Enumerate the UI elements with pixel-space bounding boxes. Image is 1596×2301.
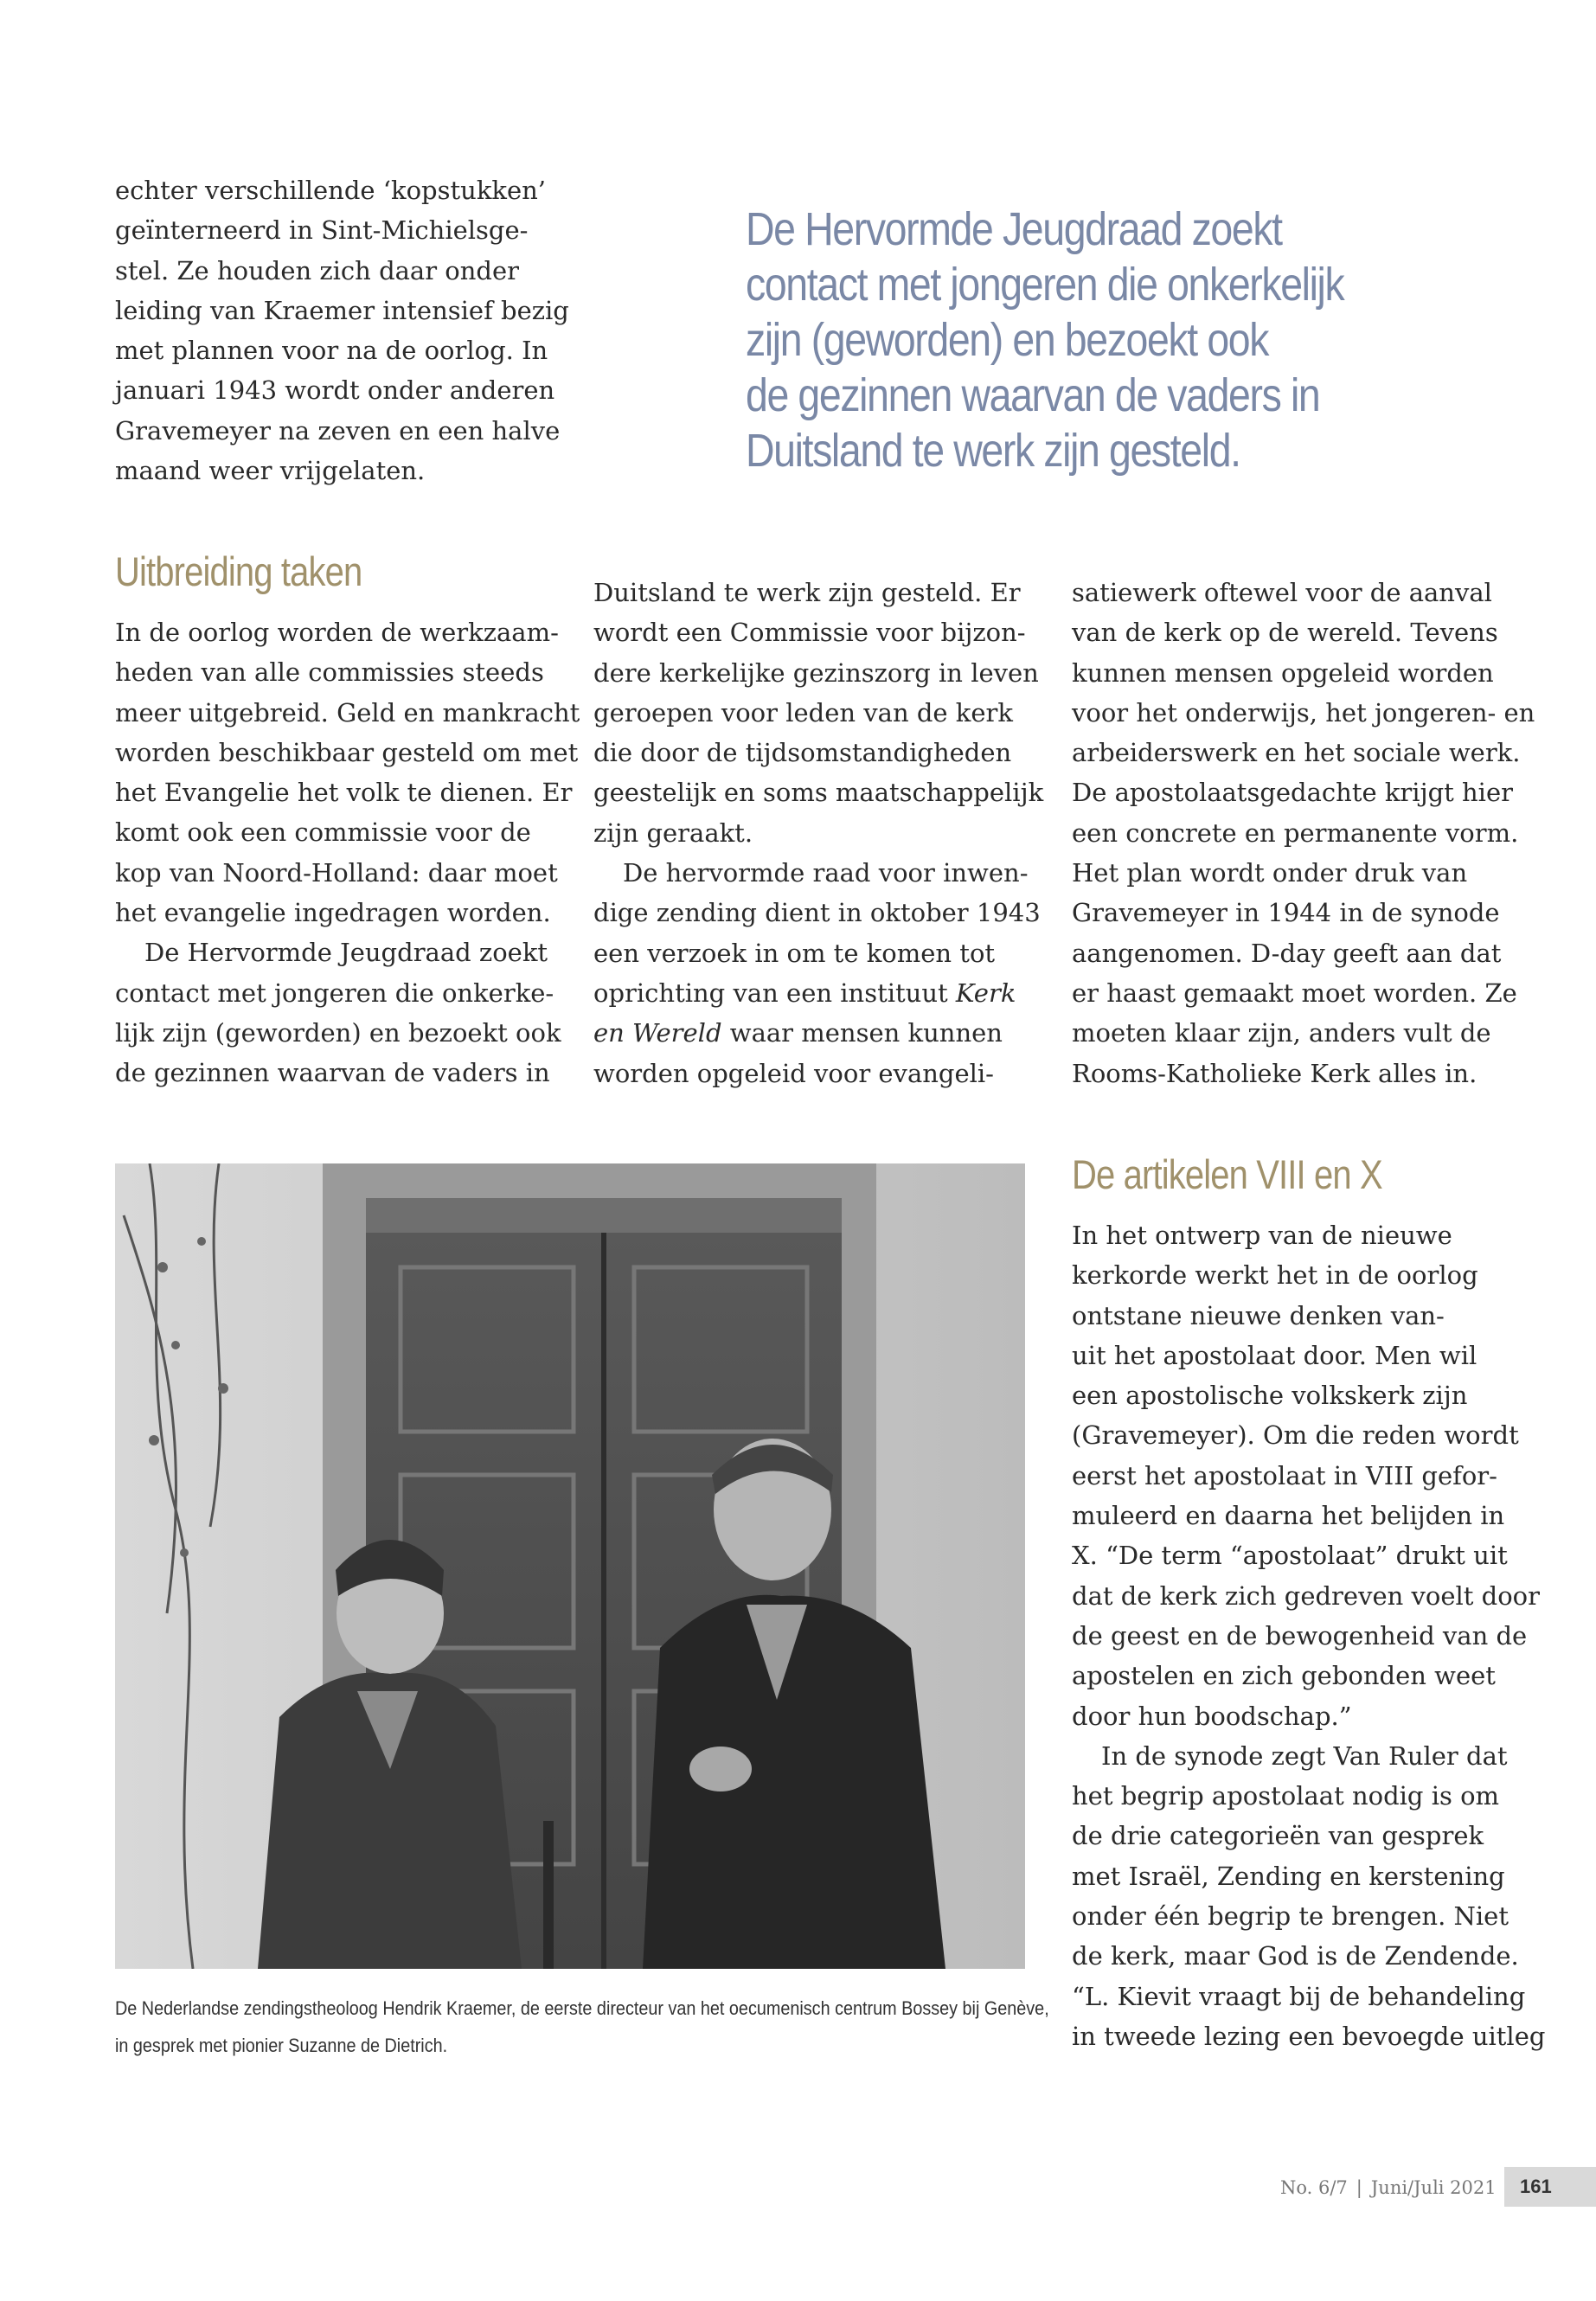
text-line: contact met jongeren die onkerke- [115,977,554,1008]
text-line: uit het apostolaat door. Men wil [1072,1340,1477,1370]
caption-line: in gesprek met pionier Suzanne de Dietrich. [115,2035,448,2056]
text-line: geïnterneerd in Sint-Michielsge- [115,215,529,246]
caption-line: De Nederlandse zendingstheoloog Hendrik Kraemer, de eerste directeur van het oecumenisch centrum Bossey bij Genève, [115,1997,1049,2019]
text-line: muleerd en daarna het belijden in [1072,1501,1505,1531]
emphasis-kerk: Kerk [955,977,1016,1008]
historical-photo [115,1163,1025,1969]
text-line: het begrip apostolaat nodig is om [1072,1781,1500,1811]
text-line: door hun boodschap.” [1072,1701,1352,1731]
issue-date: Juni/Juli 2021 [1370,2177,1497,2198]
text-line: De hervormde raad voor inwen- [623,858,1029,888]
body-column-2 [593,573,1043,1093]
text-line: de gezinnen waarvan de vaders in [115,1058,550,1088]
text-line: apostelen en zich gebonden weet [1072,1661,1496,1691]
text-line: maand weer vrijgelaten. [115,456,426,486]
text-line: komt ook een commissie voor de [115,817,531,848]
text-line: Gravemeyer na zeven en een halve [115,415,561,445]
text-line: kunnen mensen opgeleid worden [1072,657,1494,688]
text-line: (Gravemeyer). Om die reden wordt [1072,1420,1519,1451]
text-line: voor het onderwijs, het jongeren- en [1072,697,1535,727]
text-line: het evangelie ingedragen worden. [115,898,551,928]
text-line: aangenomen. D-day geeft aan dat [1072,938,1502,968]
text-line: De apostolaatsgedachte krijgt hier [1072,778,1513,808]
text-line: echter verschillende ‘kopstukken’ [115,176,547,205]
text-line: van de kerk op de wereld. Tevens [1072,618,1498,648]
text-line: januari 1943 wordt onder anderen [115,375,555,406]
emphasis-en-wereld: en Wereld [593,1018,722,1048]
text-line: ontstane nieuwe denken van- [1072,1300,1445,1330]
body-column-3-lower [1072,1215,1556,2056]
issue-number: No. 6/7 [1280,2177,1348,2198]
text-line: Duitsland te werk zijn gesteld. Er [593,578,1021,607]
text-line: dige zending dient in oktober 1943 [593,898,1041,928]
text-line: In de oorlog worden de werkzaam- [115,618,559,647]
section-heading-artikelen: De artikelen VIII en X [1072,1151,1382,1197]
text-line: met Israël, Zending en kerstening [1072,1861,1505,1891]
page-number: 161 [1504,2167,1596,2207]
text-line: geestelijk en soms maatschappelijk [593,778,1044,808]
pull-quote-line: Duitsland te werk zijn gesteld. [746,425,1240,477]
text-line [593,1013,1043,1053]
text-line: In het ontwerp van de nieuwe [1072,1221,1452,1250]
text-line: de drie categorieën van gesprek [1072,1821,1484,1851]
text-line: “L. Kievit vraagt bij de behandeling [1072,1981,1526,2011]
text-line: Gravemeyer in 1944 in de synode [1072,898,1500,928]
text-line: een concrete en permanente vorm. [1072,817,1519,848]
text-line: dat de kerk zich gedreven voelt door [1072,1580,1541,1611]
text-line: zijn geraakt. [593,817,753,848]
body-column-3 [1072,573,1556,1093]
text-line: stel. Ze houden zich daar onder [115,255,520,285]
text-line [593,973,1043,1013]
text-line: satiewerk oftewel voor de aanval [1072,578,1492,607]
text-line: kerkorde werkt het in de oorlog [1072,1260,1478,1291]
pull-quote-line: contact met jongeren die onkerkelijk [746,259,1344,311]
text-line: moeten klaar zijn, anders vult de [1072,1018,1491,1048]
text-line: in tweede lezing een bevoegde uitleg [1072,2021,1546,2051]
text-line: Het plan wordt onder druk van [1072,858,1468,888]
text-line: die door de tijdsomstandigheden [593,738,1012,768]
text-line: meer uitgebreid. Geld en mankracht [115,697,580,727]
text-line: onder één begrip te brengen. Niet [1072,1901,1509,1932]
text-line: eerst het apostolaat in VIII gefor- [1072,1460,1497,1490]
intro-column [115,170,569,490]
text-line: een verzoek in om te komen tot [593,938,996,968]
text-line: X. “De term “apostolaat” drukt uit [1072,1541,1508,1571]
pull-quote [746,202,1343,478]
text-fragment: oprichting van een instituut [593,977,956,1008]
text-line: Rooms-Katholieke Kerk alles in. [1072,1058,1477,1088]
pull-quote-line: zijn (geworden) en bezoekt ook [746,314,1269,366]
text-line: de kerk, maar God is de Zendende. [1072,1941,1519,1971]
text-line: arbeiderswerk en het sociale werk. [1072,738,1521,768]
text-line: lijk zijn (geworden) en bezoekt ook [115,1017,561,1048]
text-line: worden opgeleid voor evangeli- [593,1058,994,1088]
text-line: dere kerkelijke gezinszorg in leven [593,657,1039,688]
body-column-1 [115,612,580,1093]
text-line: geroepen voor leden van de kerk [593,697,1013,727]
text-line: de geest en de bewogenheid van de [1072,1620,1528,1650]
text-line: met plannen voor na de oorlog. In [115,336,548,366]
photo-caption [115,1990,1049,2064]
photo-illustration [115,1163,1025,1969]
text-line: heden van alle commissies steeds [115,657,544,688]
text-line: een apostolische volkskerk zijn [1072,1381,1468,1411]
footer-separator: | [1356,2177,1362,2198]
page-footer [1280,2171,1497,2204]
text-line: In de synode zegt Van Ruler dat [1101,1740,1508,1771]
text-line: De Hervormde Jeugdraad zoekt [144,938,548,968]
pull-quote-line: De Hervormde Jeugdraad zoekt [746,203,1282,255]
text-line: het Evangelie het volk te dienen. Er [115,778,573,808]
text-line: wordt een Commissie voor bijzon- [593,618,1026,648]
text-line: leiding van Kraemer intensief bezig [115,295,569,325]
text-line: kop van Noord-Holland: daar moet [115,857,558,888]
text-line: worden beschikbaar gesteld om met [115,737,579,767]
section-heading-uitbreiding: Uitbreiding taken [115,548,362,594]
pull-quote-line: de gezinnen waarvan de vaders in [746,369,1320,421]
text-fragment: waar mensen kunnen [721,1018,1003,1048]
text-line: er haast gemaakt moet worden. Ze [1072,977,1517,1008]
